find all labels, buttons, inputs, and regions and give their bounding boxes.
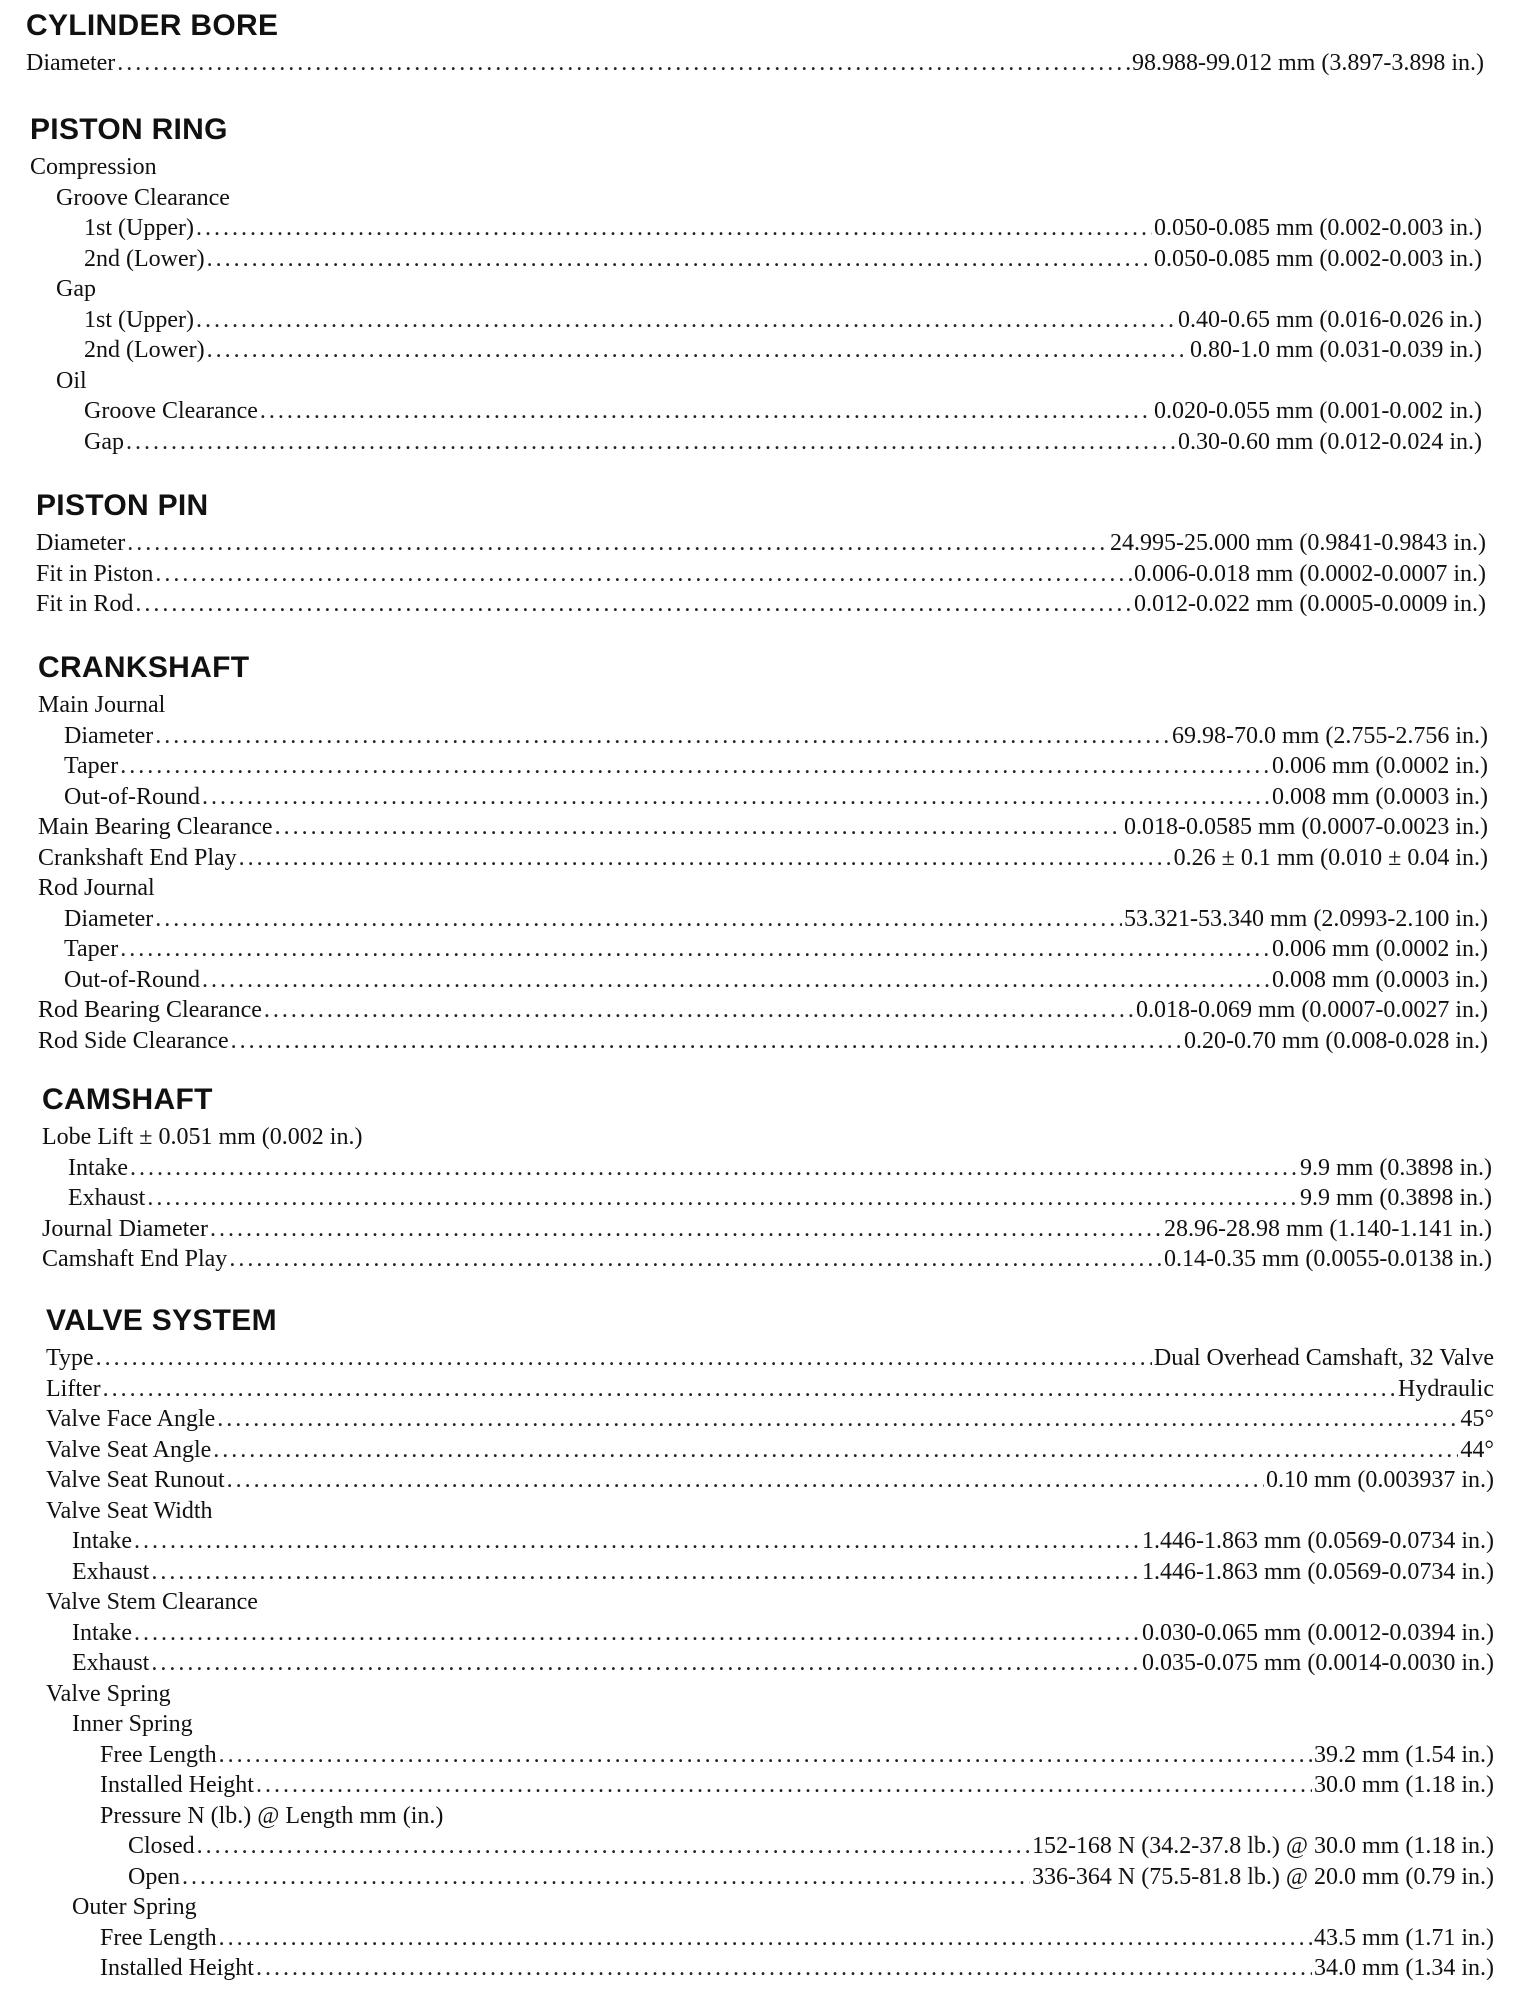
spec-label: 1st (Upper)	[84, 306, 194, 333]
leader-dots	[155, 904, 1122, 935]
spec-label: Taper	[64, 936, 119, 962]
section-piston-ring	[30, 112, 1482, 457]
spec-value: 0.10 mm (0.003937 in.)	[1266, 1467, 1494, 1493]
spec-row-rod-taper	[38, 934, 1488, 965]
group-label-rod-journal: Rod Journal	[38, 875, 155, 901]
spec-row-seat-width-intake	[46, 1526, 1494, 1557]
leader-dots	[202, 965, 1270, 996]
spec-row-outer-installed-height	[46, 1953, 1494, 1984]
spec-value: 0.050-0.085 mm (0.002-0.003 in.)	[1154, 245, 1482, 272]
leader-dots	[207, 335, 1188, 366]
group-label-inner-spring: Inner Spring	[72, 1711, 193, 1737]
leader-dots	[229, 1244, 1162, 1275]
spec-value: 0.018-0.069 mm (0.0007-0.0027 in.)	[1136, 997, 1488, 1023]
spec-label: Fit in Piston	[36, 560, 154, 587]
spec-label: Fit in Rod	[36, 591, 134, 617]
spec-label: Free Length	[100, 1924, 217, 1951]
leader-dots	[182, 1862, 1030, 1893]
spec-row-main-diameter	[38, 721, 1488, 752]
spec-row-groove-2nd	[30, 244, 1482, 275]
group-label-groove-clearance: Groove Clearance	[56, 184, 230, 211]
spec-label: Diameter	[36, 530, 126, 556]
spec-value: 53.321-53.340 mm (2.0993-2.100 in.)	[1124, 905, 1488, 932]
spec-label: Installed Height	[100, 1955, 254, 1981]
spec-value: 0.006 mm (0.0002 in.)	[1272, 936, 1488, 962]
leader-dots	[239, 843, 1172, 874]
spec-label: Groove Clearance	[84, 398, 258, 424]
leader-dots	[127, 528, 1108, 559]
spec-label: Free Length	[100, 1741, 217, 1768]
spec-value: 0.20-0.70 mm (0.008-0.028 in.)	[1184, 1027, 1488, 1054]
spec-value: 0.14-0.35 mm (0.0055-0.0138 in.)	[1164, 1246, 1492, 1272]
leader-dots	[155, 721, 1170, 752]
leader-dots	[126, 427, 1176, 458]
leader-dots	[256, 1770, 1312, 1801]
spec-value: 0.80-1.0 mm (0.031-0.039 in.)	[1190, 337, 1482, 363]
spec-label: Installed Height	[100, 1772, 254, 1798]
spec-row-fit-piston	[36, 559, 1486, 590]
spec-label: 2nd (Lower)	[84, 245, 205, 272]
section-heading: PISTON PIN	[36, 489, 209, 522]
section-piston-pin	[36, 488, 1486, 620]
spec-row-rod-out-of-round	[38, 965, 1488, 996]
spec-value: 1.446-1.863 mm (0.0569-0.0734 in.)	[1142, 1558, 1494, 1585]
leader-dots	[155, 559, 1132, 590]
spec-row-oil-gap	[30, 427, 1482, 458]
spec-label: Intake	[72, 1619, 132, 1646]
spec-value: 9.9 mm (0.3898 in.)	[1300, 1154, 1492, 1181]
spec-value: 0.30-0.60 mm (0.012-0.024 in.)	[1178, 428, 1482, 455]
spec-label: Exhaust	[68, 1185, 146, 1211]
group-label-outer-spring: Outer Spring	[72, 1894, 197, 1920]
leader-dots	[202, 782, 1270, 813]
spec-row-open	[46, 1862, 1494, 1893]
leader-dots	[231, 1026, 1182, 1057]
spec-label: Journal Diameter	[42, 1215, 208, 1242]
leader-dots	[96, 1343, 1152, 1374]
leader-dots	[196, 213, 1152, 244]
spec-row-crankshaft-end-play	[38, 843, 1488, 874]
spec-label: Diameter	[26, 50, 116, 76]
group-label-lobe-lift: Lobe Lift ± 0.051 mm (0.002 in.)	[42, 1124, 363, 1150]
spec-label: Gap	[84, 428, 124, 455]
group-label-main-journal: Main Journal	[38, 692, 166, 718]
spec-row-closed	[46, 1831, 1494, 1862]
leader-dots	[135, 589, 1132, 620]
leader-dots	[117, 48, 1130, 79]
leader-dots	[151, 1648, 1140, 1679]
spec-value: 0.035-0.075 mm (0.0014-0.0030 in.)	[1142, 1650, 1494, 1676]
spec-row-camshaft-end-play	[42, 1244, 1492, 1275]
spec-row-valve-seat-runout	[46, 1465, 1494, 1496]
leader-dots	[219, 1740, 1312, 1771]
spec-row-rod-diameter	[38, 904, 1488, 935]
group-label-pressure: Pressure N (lb.) @ Length mm (in.)	[100, 1802, 444, 1829]
spec-row-diameter	[26, 48, 1484, 79]
spec-value: 0.008 mm (0.0003 in.)	[1272, 783, 1488, 810]
spec-label: Crankshaft End Play	[38, 844, 237, 871]
leader-dots	[275, 812, 1122, 843]
spec-value: 34.0 mm (1.34 in.)	[1314, 1955, 1494, 1981]
spec-row-gap-2nd	[30, 335, 1482, 366]
spec-value: 0.006 mm (0.0002 in.)	[1272, 753, 1488, 779]
spec-value: 0.030-0.065 mm (0.0012-0.0394 in.)	[1142, 1619, 1494, 1646]
leader-dots	[213, 1435, 1458, 1466]
leader-dots	[210, 1214, 1162, 1245]
leader-dots	[227, 1465, 1264, 1496]
section-crankshaft	[38, 650, 1488, 1056]
spec-value: 45°	[1460, 1406, 1494, 1432]
group-label-gap: Gap	[56, 276, 96, 302]
leader-dots	[256, 1953, 1312, 1984]
spec-label: Intake	[72, 1528, 132, 1554]
spec-label: Valve Face Angle	[46, 1406, 216, 1432]
spec-row-valve-seat-angle	[46, 1435, 1494, 1466]
spec-value: 0.018-0.0585 mm (0.0007-0.0023 in.)	[1124, 814, 1488, 840]
spec-label: Closed	[128, 1833, 195, 1859]
group-label-oil: Oil	[56, 367, 87, 394]
spec-value: 0.050-0.085 mm (0.002-0.003 in.)	[1154, 215, 1482, 241]
leader-dots	[120, 751, 1270, 782]
leader-dots	[134, 1526, 1140, 1557]
spec-value: 0.008 mm (0.0003 in.)	[1272, 966, 1488, 993]
spec-label: 1st (Upper)	[84, 215, 194, 241]
leader-dots	[217, 1404, 1458, 1435]
leader-dots	[196, 305, 1176, 336]
spec-label: Out-of-Round	[64, 783, 200, 810]
spec-value: 24.995-25.000 mm (0.9841-0.9843 in.)	[1110, 530, 1486, 556]
spec-value: 0.40-0.65 mm (0.016-0.026 in.)	[1178, 306, 1482, 333]
spec-label: Valve Seat Angle	[46, 1436, 212, 1463]
spec-value: 69.98-70.0 mm (2.755-2.756 in.)	[1172, 722, 1488, 749]
spec-label: Main Bearing Clearance	[38, 814, 273, 840]
spec-label: Exhaust	[72, 1558, 150, 1585]
spec-label: Exhaust	[72, 1650, 150, 1676]
spec-label: Valve Seat Runout	[46, 1467, 225, 1493]
spec-value: 1.446-1.863 mm (0.0569-0.0734 in.)	[1142, 1528, 1494, 1554]
spec-row-lobe-intake	[42, 1153, 1492, 1184]
spec-value: 0.26 ± 0.1 mm (0.010 ± 0.04 in.)	[1173, 844, 1488, 871]
leader-dots	[134, 1618, 1140, 1649]
spec-value: 9.9 mm (0.3898 in.)	[1300, 1185, 1492, 1211]
spec-row-inner-installed-height	[46, 1770, 1494, 1801]
section-valve-system	[46, 1303, 1494, 1984]
spec-value: 0.020-0.055 mm (0.001-0.002 in.)	[1154, 398, 1482, 424]
spec-label: Camshaft End Play	[42, 1246, 228, 1272]
spec-row-oil-groove	[30, 396, 1482, 427]
spec-row-lifter	[46, 1374, 1494, 1405]
spec-value: 98.988-99.012 mm (3.897-3.898 in.)	[1132, 50, 1484, 76]
leader-dots	[219, 1923, 1312, 1954]
spec-row-type	[46, 1343, 1494, 1374]
leader-dots	[197, 1831, 1030, 1862]
section-heading: PISTON RING	[30, 113, 228, 146]
spec-row-rod-side-clearance	[38, 1026, 1488, 1057]
section-heading: CAMSHAFT	[42, 1083, 213, 1116]
spec-row-valve-face-angle	[46, 1404, 1494, 1435]
spec-label: Out-of-Round	[64, 966, 200, 993]
group-label-compression: Compression	[30, 154, 157, 180]
spec-value: 152-168 N (34.2-37.8 lb.) @ 30.0 mm (1.18 in.)	[1031, 1833, 1494, 1859]
spec-label: Lifter	[46, 1375, 101, 1402]
spec-row-main-out-of-round	[38, 782, 1488, 813]
spec-value: 0.006-0.018 mm (0.0002-0.0007 in.)	[1134, 560, 1486, 587]
spec-row-diameter	[36, 528, 1486, 559]
spec-value: Hydraulic	[1398, 1375, 1494, 1402]
spec-row-lobe-exhaust	[42, 1183, 1492, 1214]
spec-label: Rod Bearing Clearance	[38, 997, 262, 1023]
section-cylinder-bore	[26, 8, 1484, 79]
section-camshaft	[42, 1082, 1492, 1275]
leader-dots	[130, 1153, 1298, 1184]
spec-row-fit-rod	[36, 589, 1486, 620]
spec-row-gap-1st	[30, 305, 1482, 336]
spec-label: Diameter	[64, 905, 154, 932]
spec-value: 336-364 N (75.5-81.8 lb.) @ 20.0 mm (0.79 in.)	[1031, 1863, 1494, 1890]
group-label-valve-stem-clearance: Valve Stem Clearance	[46, 1589, 258, 1615]
group-label-valve-spring: Valve Spring	[46, 1680, 171, 1707]
spec-value: 30.0 mm (1.18 in.)	[1314, 1772, 1494, 1798]
spec-row-journal-diameter	[42, 1214, 1492, 1245]
section-heading: VALVE SYSTEM	[46, 1304, 277, 1337]
spec-value: 39.2 mm (1.54 in.)	[1314, 1741, 1494, 1768]
spec-row-groove-1st	[30, 213, 1482, 244]
leader-dots	[120, 934, 1270, 965]
spec-row-inner-free-length	[46, 1740, 1494, 1771]
spec-label: Type	[46, 1345, 94, 1371]
spec-row-stem-exhaust	[46, 1648, 1494, 1679]
spec-value: 43.5 mm (1.71 in.)	[1314, 1924, 1494, 1951]
spec-label: Rod Side Clearance	[38, 1027, 229, 1054]
group-label-valve-seat-width: Valve Seat Width	[46, 1497, 213, 1524]
spec-value: Dual Overhead Camshaft, 32 Valve	[1153, 1345, 1494, 1371]
leader-dots	[151, 1557, 1140, 1588]
leader-dots	[103, 1374, 1396, 1405]
spec-row-seat-width-exhaust	[46, 1557, 1494, 1588]
spec-value: 28.96-28.98 mm (1.140-1.141 in.)	[1164, 1215, 1492, 1242]
spec-row-main-bearing-clearance	[38, 812, 1488, 843]
leader-dots	[260, 396, 1152, 427]
spec-label: 2nd (Lower)	[84, 337, 205, 363]
spec-row-outer-free-length	[46, 1923, 1494, 1954]
spec-row-main-taper	[38, 751, 1488, 782]
spec-label: Intake	[68, 1154, 128, 1181]
spec-row-stem-intake	[46, 1618, 1494, 1649]
spec-label: Diameter	[64, 722, 154, 749]
spec-row-rod-bearing-clearance	[38, 995, 1488, 1026]
spec-value: 44°	[1460, 1436, 1494, 1463]
section-heading: CRANKSHAFT	[38, 651, 250, 684]
spec-value: 0.012-0.022 mm (0.0005-0.0009 in.)	[1134, 591, 1486, 617]
leader-dots	[147, 1183, 1298, 1214]
leader-dots	[264, 995, 1134, 1026]
spec-label: Taper	[64, 753, 119, 779]
section-heading: CYLINDER BORE	[26, 9, 279, 42]
leader-dots	[207, 244, 1152, 275]
spec-label: Open	[128, 1863, 180, 1890]
